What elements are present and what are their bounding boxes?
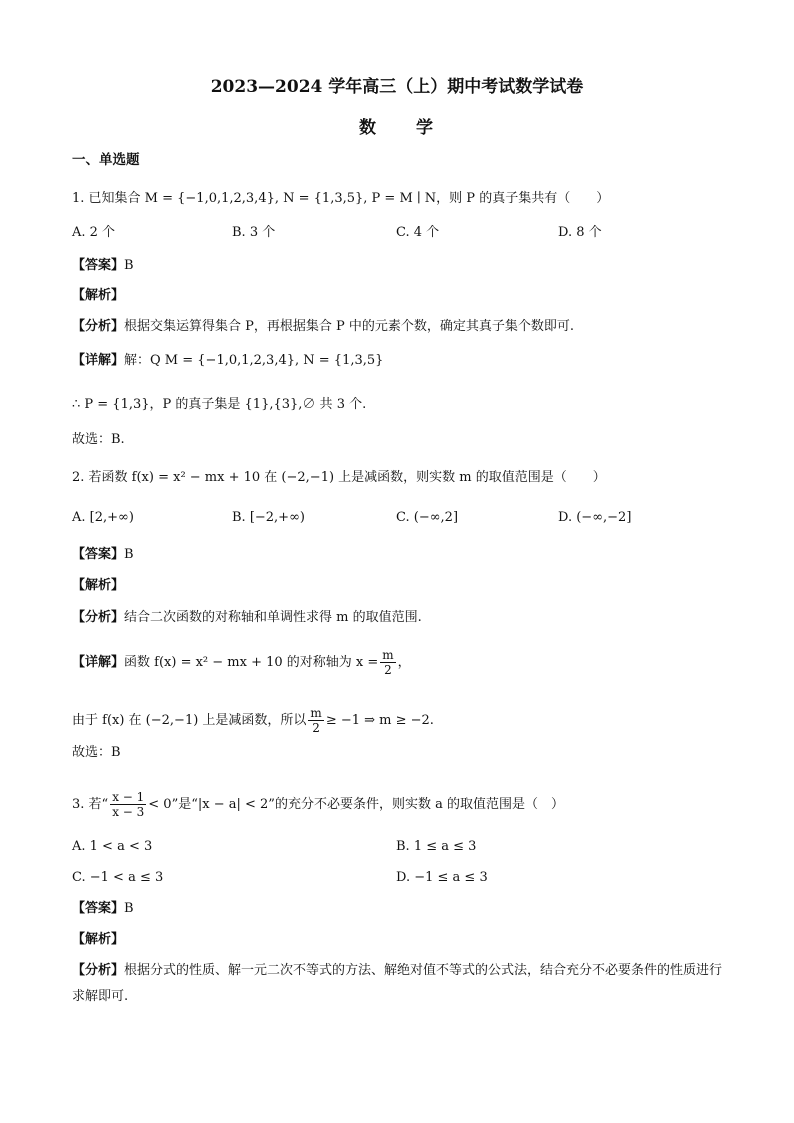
- xiangjie-suffix: ，: [397, 655, 411, 670]
- fraction-denominator: 2: [312, 721, 320, 735]
- q3-option-b: B. 1 ≤ a ≤ 3: [396, 839, 477, 854]
- q1-choose: 故选：B.: [72, 432, 125, 447]
- fraction: [308, 706, 323, 735]
- fraction: [380, 648, 395, 677]
- fenxi-tag: 【分析】: [72, 319, 125, 334]
- fraction-numerator: x − 1: [112, 790, 145, 804]
- q2-choose: 故选：B: [72, 745, 121, 760]
- q1-stem: 1. 已知集合 M = {−1,0,1,2,3,4}, N = {1,3,5}, P = M ∣ N，则 P 的真子集共有（ ）: [72, 191, 610, 206]
- fraction-denominator: x − 3: [112, 805, 145, 819]
- fenxi-text: 结合二次函数的对称轴和单调性求得 m 的取值范围.: [124, 610, 422, 625]
- fraction-numerator: m: [310, 706, 322, 720]
- xiangjie-text: 函数 f(x) = x² − mx + 10 的对称轴为 x =: [124, 655, 379, 670]
- q2-xiangjie: [72, 648, 411, 677]
- xiangjie-text: 解：Q M = {−1,0,1,2,3,4}, N = {1,3,5}: [124, 353, 384, 368]
- q2-option-a: A. [2,+∞): [72, 510, 134, 525]
- fraction: [110, 790, 146, 819]
- answer-value: B: [124, 547, 134, 562]
- answer-tag: 【答案】: [72, 547, 125, 562]
- q2-option-d: D. (−∞,−2]: [558, 510, 632, 525]
- solution-suffix: ≥ −1 ⇒ m ≥ −2.: [325, 713, 434, 728]
- q3-analysis-heading: 【解析】: [72, 932, 125, 947]
- q2-option-c: C. (−∞,2]: [396, 510, 459, 525]
- q3-fenxi: [72, 958, 724, 1010]
- solution-text: 由于 f(x) 在 (−2,−1) 上是减函数，所以: [72, 713, 307, 728]
- stem-suffix: < 0”是“|x − a| < 2”的充分不必要条件，则实数 a 的取值范围是（ ）: [148, 797, 564, 812]
- q1-option-c: C. 4 个: [396, 225, 440, 240]
- fraction-denominator: 2: [384, 663, 392, 677]
- q3-option-a: A. 1 < a < 3: [72, 839, 153, 854]
- fenxi-tag: 【分析】: [72, 963, 125, 978]
- answer-tag: 【答案】: [72, 901, 125, 916]
- q2-solution-line: [72, 706, 434, 735]
- answer-value: B: [124, 901, 134, 916]
- stem-prefix: 3. 若“: [72, 797, 109, 812]
- fenxi-text: 根据分式的性质、解一元二次不等式的方法、解绝对值不等式的公式法，结合充分不必要条件的性质进行求解即可.: [72, 963, 723, 1004]
- q2-option-b: B. [−2,+∞): [232, 510, 305, 525]
- q3-option-d: D. −1 ≤ a ≤ 3: [396, 870, 488, 885]
- q1-fenxi: [72, 318, 574, 336]
- q1-analysis-heading: 【解析】: [72, 288, 125, 303]
- section-heading: 一、单选题: [72, 152, 140, 168]
- q2-answer: [72, 546, 134, 564]
- answer-tag: 【答案】: [72, 258, 125, 273]
- q1-answer: [72, 257, 134, 275]
- q3-answer: [72, 900, 134, 918]
- fraction-numerator: m: [382, 648, 394, 662]
- q1-option-b: B. 3 个: [232, 225, 276, 240]
- fenxi-tag: 【分析】: [72, 610, 125, 625]
- xiangjie-tag: 【详解】: [72, 655, 125, 670]
- q2-analysis-heading: 【解析】: [72, 578, 125, 593]
- q3-option-c: C. −1 < a ≤ 3: [72, 870, 164, 885]
- xiangjie-tag: 【详解】: [72, 353, 125, 368]
- page-title: 2023—2024 学年高三（上）期中考试数学试卷: [210, 77, 584, 97]
- q1-xiangjie: [72, 352, 383, 370]
- q1-option-a: A. 2 个: [72, 225, 116, 240]
- q2-fenxi: [72, 609, 422, 627]
- q1-solution-line: ∴ P = {1,3}，P 的真子集是 {1},{3},∅ 共 3 个.: [72, 397, 367, 412]
- answer-value: B: [124, 258, 134, 273]
- subject-title: 数 学: [359, 118, 435, 138]
- q2-stem: 2. 若函数 f(x) = x² − mx + 10 在 (−2,−1) 上是减函数，则实数 m 的取值范围是（ ）: [72, 470, 606, 485]
- q1-option-d: D. 8 个: [558, 225, 602, 240]
- q3-stem: [72, 790, 564, 819]
- fenxi-text: 根据交集运算得集合 P，再根据集合 P 中的元素个数，确定其真子集个数即可.: [124, 319, 575, 334]
